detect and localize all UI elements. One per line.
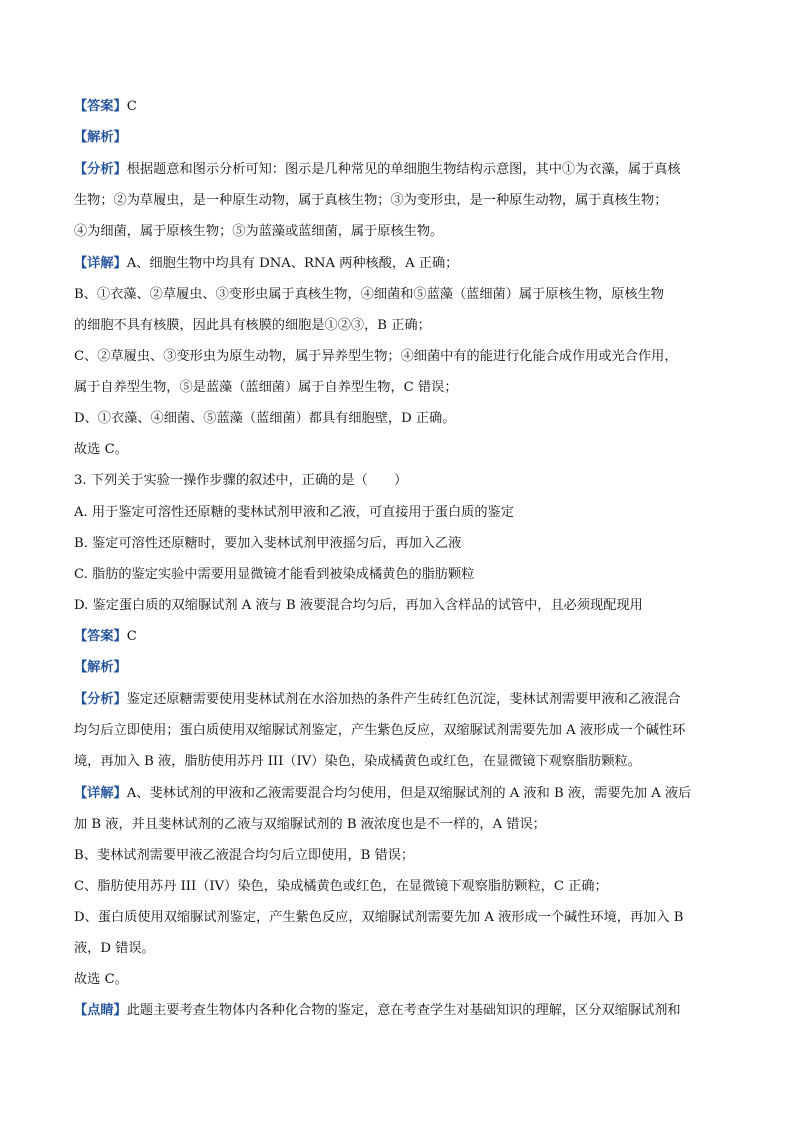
detail-line-1 [74,254,724,274]
select-line: 故选 C。 [74,442,128,457]
dianjing-tag: 【点睛】 [74,1003,127,1018]
analysis-line-3: ④为细菌，属于原核生物；⑤为蓝藻或蓝细菌，属于原核生物。 [74,224,444,239]
answer-tag: 【答案】 [74,629,127,644]
detail-line-6: D、①衣藻、④细菌、⑤蓝藻（蓝细菌）都具有细胞壁，D 正确。 [74,411,456,426]
q3-analysis-line-3: 境，再加入 B 液，脂肪使用苏丹 III（IV）染色，染成橘黄色或红色，在显微镜下观察脂肪颗粒。 [74,754,641,769]
dianjing-line [74,1001,724,1021]
q3-detail-line-1 [74,784,724,804]
q3-explanation-heading [74,658,724,678]
dianjing-text: 此题主要考查生物体内各种化合物的鉴定，意在考查学生对基础知识的理解，区分双缩脲试剂和 [126,1003,681,1018]
q3-select-line: 故选 C。 [74,972,128,987]
detail-text: A、斐林试剂的甲液和乙液需要混合均匀使用，但是双缩脲试剂的 A 液和 B 液，需要先加 A 液后 [126,786,692,801]
answer-tag: 【答案】 [74,99,127,114]
analysis-line-1 [74,160,724,180]
q3-option-b: B. 鉴定可溶性还原糖时，要加入斐林试剂甲液摇匀后，再加入乙液 [74,536,462,551]
detail-line-4: C、②草履虫、③变形虫为原生动物，属于异养型生物；④细菌中有的能进行化能合成作用或光合作用， [74,349,678,364]
analysis-tag: 【分析】 [74,162,127,177]
q3-analysis-line-2: 均匀后立即使用；蛋白质使用双缩脲试剂鉴定，产生紫色反应，双缩脲试剂需要先加 A 液形成一个碱性环 [74,723,686,738]
q3-option-d: D. 鉴定蛋白质的双缩脲试剂 A 液与 B 液要混合均匀后，再加入含样品的试管中，且必须现配现用 [74,598,643,613]
jiexi-tag: 【解析】 [74,130,127,145]
jiexi-tag: 【解析】 [74,660,127,675]
q3-option-a: A. 用于鉴定可溶性还原糖的斐林试剂甲液和乙液，可直接用于蛋白质的鉴定 [74,505,514,520]
q3-detail-line-2: 加 B 液，并且斐林试剂的乙液与双缩脲试剂的 B 液浓度也是不一样的，A 错误； [74,817,546,832]
detail-text: A、细胞生物中均具有 DNA、RNA 两种核酸，A 正确； [126,256,459,271]
answer-value: C [126,629,137,644]
analysis-text: 根据题意和图示分析可知：图示是几种常见的单细胞生物结构示意图，其中①为衣藻，属于真核 [126,162,681,177]
q3-analysis-line-1 [74,690,724,710]
question-3-stem: 3. 下列关于实验一操作步骤的叙述中，正确的是（ ） [74,473,408,488]
q3-detail-line-6: 液，D 错误。 [74,941,155,956]
analysis-tag: 【分析】 [74,692,127,707]
detail-tag: 【详解】 [74,786,127,801]
detail-line-2: B、①衣藻、②草履虫、③变形虫属于真核生物，④细菌和⑤蓝藻（蓝细菌）属于原核生物，原核生物 [74,287,664,302]
q3-answer-line [74,627,724,647]
q3-detail-line-3: B、斐林试剂需要甲液乙液混合均匀后立即使用，B 错误； [74,848,415,863]
detail-tag: 【详解】 [74,256,127,271]
q3-detail-line-5: D、蛋白质使用双缩脲试剂鉴定，产生紫色反应，双缩脲试剂需要先加 A 液形成一个碱性环境，再加入 B [74,910,684,925]
q3-detail-line-4: C、脂肪使用苏丹 III（IV）染色，染成橘黄色或红色，在显微镜下观察脂肪颗粒，C 正确； [74,879,608,894]
explanation-heading [74,128,724,148]
analysis-text: 鉴定还原糖需要使用斐林试剂在水浴加热的条件产生砖红色沉淀，斐林试剂需要甲液和乙液混合 [126,692,681,707]
detail-line-3: 的细胞不具有核膜，因此具有核膜的细胞是①②③，B 正确； [74,318,431,333]
answer-line [74,97,724,117]
detail-line-5: 属于自养型生物，⑤是蓝藻（蓝细菌）属于自养型生物，C 错误； [74,380,458,395]
answer-value: C [126,99,137,114]
q3-option-c: C. 脂肪的鉴定实验中需要用显微镜才能看到被染成橘黄色的脂肪颗粒 [74,567,475,582]
analysis-line-2: 生物；②为草履虫，是一种原生动物，属于真核生物；③为变形虫，是一种原生动物，属于真核生物； [74,193,668,208]
